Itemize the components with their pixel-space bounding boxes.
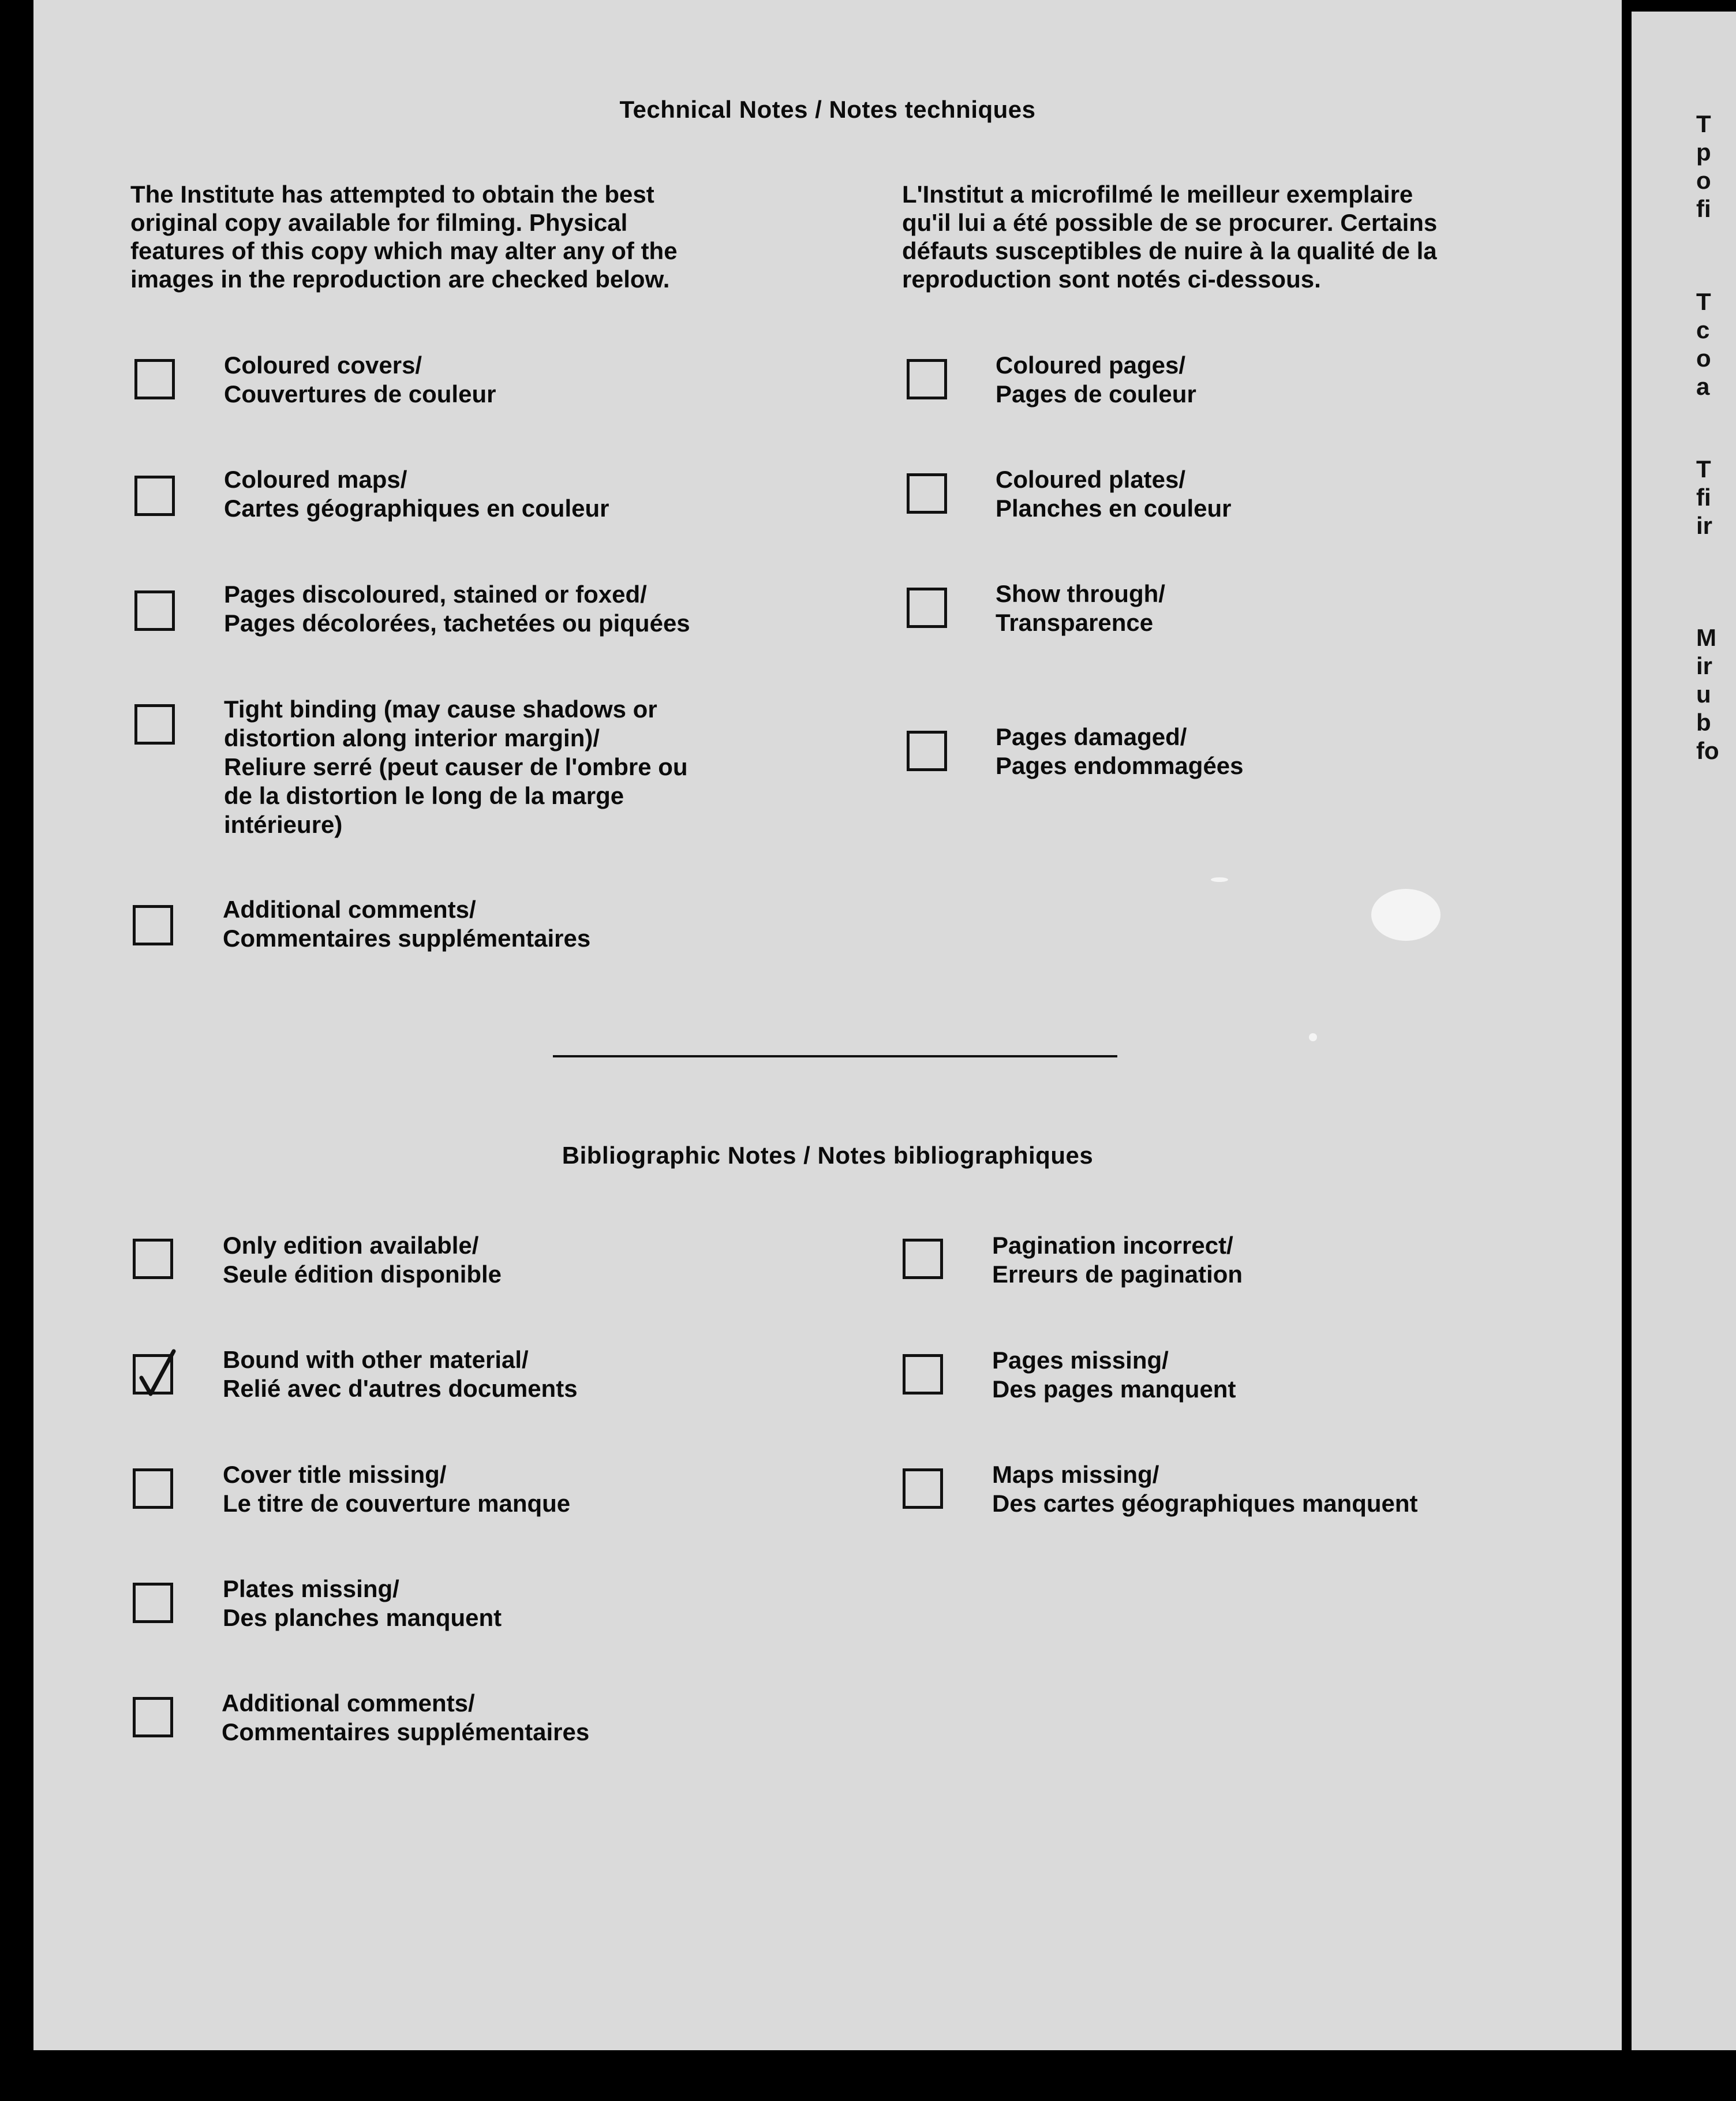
- document-sheet: [33, 0, 1622, 2050]
- checkbox-pages-damaged[interactable]: [907, 731, 947, 771]
- scan-speck: [1309, 1033, 1317, 1041]
- adjacent-text-fragment-1: T p o fi: [1696, 110, 1711, 222]
- checkbox-maps-missing[interactable]: [903, 1468, 943, 1509]
- checkbox-plates-missing[interactable]: [133, 1583, 173, 1623]
- label-show-through: Show through/ Transparence: [996, 580, 1165, 636]
- technical-intro-english: The Institute has attempted to obtain the best original copy available for filming. Physical features of this copy which may alter any of the images in the reproduction are checked below.: [130, 181, 678, 293]
- label-cover-title-missing: Cover title missing/ Le titre de couverture manque: [223, 1461, 571, 1517]
- bibliographic-notes-heading: Bibliographic Notes / Notes bibliographiques: [562, 1142, 1094, 1169]
- technical-notes-heading: Technical Notes / Notes techniques: [619, 96, 1036, 123]
- label-maps-missing: Maps missing/ Des cartes géographiques manquent: [992, 1461, 1418, 1517]
- checkbox-coloured-maps[interactable]: [134, 476, 175, 516]
- label-technical-additional-comments: Additional comments/ Commentaires supplémentaires: [223, 896, 591, 952]
- checkbox-bound-with-other-material[interactable]: [133, 1354, 173, 1395]
- label-pagination-incorrect: Pagination incorrect/ Erreurs de pagination: [992, 1232, 1243, 1288]
- label-pages-discoloured: Pages discoloured, stained or foxed/ Pages décolorées, tachetées ou piquées: [224, 581, 690, 637]
- label-coloured-covers: Coloured covers/ Couvertures de couleur: [224, 352, 496, 408]
- checkbox-cover-title-missing[interactable]: [133, 1468, 173, 1509]
- label-coloured-plates: Coloured plates/ Planches en couleur: [996, 466, 1232, 522]
- label-coloured-pages: Coloured pages/ Pages de couleur: [996, 352, 1196, 408]
- checkbox-bibliographic-additional-comments[interactable]: [133, 1697, 173, 1737]
- label-coloured-maps: Coloured maps/ Cartes géographiques en couleur: [224, 466, 609, 522]
- checkbox-pages-discoloured[interactable]: [134, 590, 175, 631]
- checkbox-pagination-incorrect[interactable]: [903, 1239, 943, 1279]
- label-pages-missing: Pages missing/ Des pages manquent: [992, 1347, 1236, 1403]
- adjacent-text-fragment-4: M ir u b fo: [1696, 624, 1719, 764]
- checkbox-pages-missing[interactable]: [903, 1354, 943, 1395]
- label-tight-binding: Tight binding (may cause shadows or distortion along interior margin)/ Reliure serré (peut causer de l'ombre ou de la distortion le long de la marge intérieure): [224, 696, 688, 838]
- checkbox-show-through[interactable]: [907, 588, 947, 628]
- label-bound-with-other-material: Bound with other material/ Relié avec d'autres documents: [223, 1346, 578, 1402]
- checkbox-coloured-pages[interactable]: [907, 359, 947, 399]
- technical-intro-french: L'Institut a microfilmé le meilleur exemplaire qu'il lui a été possible de se procurer. Certains défauts susceptibles de nuire à la qualité de la reproduction sont notés ci-dessous.: [902, 181, 1438, 293]
- adjacent-text-fragment-2: T c o a: [1696, 288, 1711, 400]
- checkbox-technical-additional-comments[interactable]: [133, 905, 173, 945]
- label-bibliographic-additional-comments: Additional comments/ Commentaires supplémentaires: [222, 1689, 590, 1745]
- scan-speck: [1211, 877, 1228, 882]
- label-pages-damaged: Pages damaged/ Pages endommagées: [996, 723, 1244, 779]
- adjacent-text-fragment-3: T fi ir: [1696, 455, 1713, 539]
- checkbox-tight-binding[interactable]: [134, 704, 175, 745]
- adjacent-page-edge: [1632, 12, 1736, 2050]
- checkbox-coloured-plates[interactable]: [907, 473, 947, 514]
- label-plates-missing: Plates missing/ Des planches manquent: [223, 1575, 502, 1631]
- section-divider: [553, 1055, 1117, 1057]
- scan-speck: [1371, 889, 1441, 941]
- checkmark-icon: [133, 1349, 181, 1400]
- checkbox-only-edition[interactable]: [133, 1239, 173, 1279]
- checkbox-coloured-covers[interactable]: [134, 359, 175, 399]
- label-only-edition: Only edition available/ Seule édition disponible: [223, 1232, 502, 1288]
